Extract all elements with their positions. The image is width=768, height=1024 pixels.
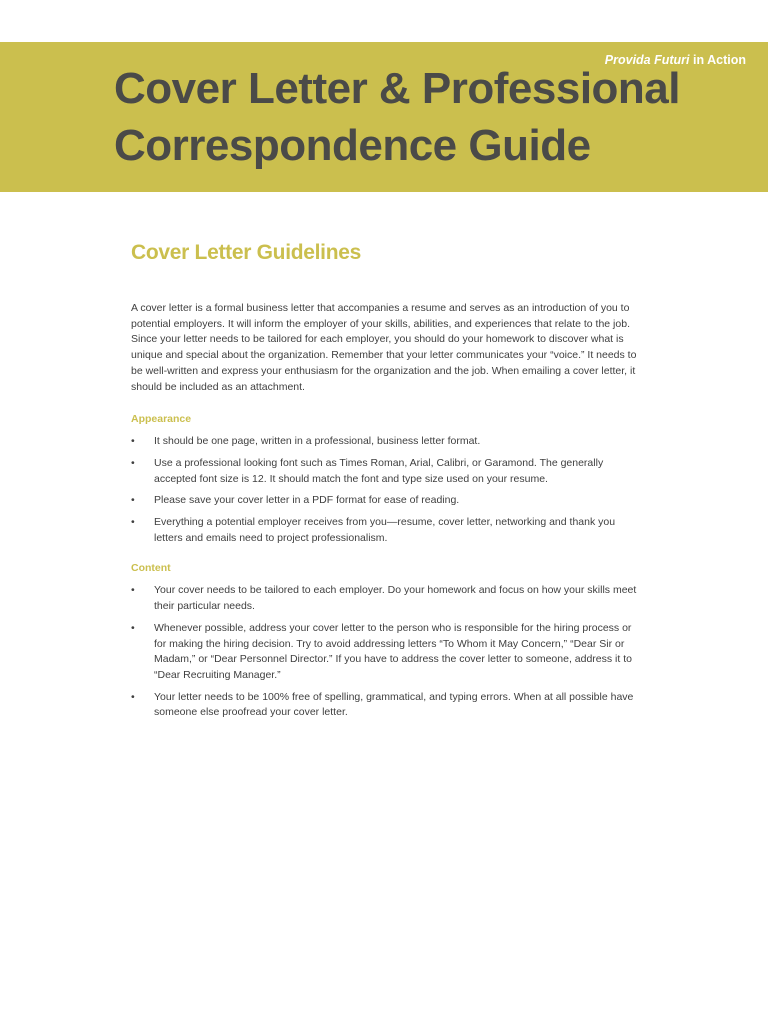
list-item-text: Use a professional looking font such as Times Roman, Arial, Calibri, or Garamond. The generally accepted font size is 12. It should match the font and type size used on your resume. xyxy=(154,456,604,485)
document-title-line-2: Correspondence Guide xyxy=(114,121,591,170)
section-heading: Cover Letter Guidelines xyxy=(131,241,361,264)
tagline-brand: Provida Futuri xyxy=(604,53,690,67)
list-item xyxy=(131,493,639,509)
bullet-icon: • xyxy=(131,494,135,507)
appearance-list xyxy=(131,434,639,546)
list-item xyxy=(131,456,639,487)
bullet-icon: • xyxy=(131,690,135,703)
document-title-line-1: Cover Letter & Professional xyxy=(114,64,680,113)
tagline-rest: in Action xyxy=(689,53,746,67)
main-content xyxy=(131,236,639,736)
bullet-icon: • xyxy=(131,584,135,597)
bullet-icon: • xyxy=(131,516,135,529)
intro-paragraph: A cover letter is a formal business letter that accompanies a resume and serves as an introduction of you to potential employers. It will inform the employer of your skills, abilities, and experiences that relate to the job. Since your letter needs to be tailored for each employer, you should do your homework to discover what is unique and special about the organization. Remember that your letter communicates your “voice.” It needs to be well-written and express your enthusiasm for the organization and the job. When emailing a cover letter, it should be included as an attachment. xyxy=(131,302,637,393)
list-item-text: Please save your cover letter in a PDF format for ease of reading. xyxy=(154,494,460,507)
list-item-text: Everything a potential employer receives from you—resume, cover letter, networking and thank you letters and emails need to project professionalism. xyxy=(154,516,616,544)
document-title xyxy=(114,60,714,174)
list-item xyxy=(131,583,639,614)
list-item-text: Your cover needs to be tailored to each employer. Do your homework and focus on how your skills meet their particular needs. xyxy=(154,584,637,613)
list-item xyxy=(131,690,639,721)
list-item xyxy=(131,434,639,450)
list-item xyxy=(131,515,639,546)
bullet-icon: • xyxy=(131,435,135,448)
list-item-text: It should be one page, written in a professional, business letter format. xyxy=(154,435,481,448)
appearance-heading: Appearance xyxy=(131,413,192,426)
list-item-text: Your letter needs to be 100% free of spelling, grammatical, and typing errors. When at all possible have someone else proofread your cover letter. xyxy=(154,690,634,719)
list-item-text: Whenever possible, address your cover letter to the person who is responsible for the hiring process or for making the hiring decision. Try to avoid addressing letters “To Whom it May Concern,” “Dear Sir or Madam,” or “Dear Personnel Director.” If you have to address the cover letter to someone, address it to “Dear Recruiting Manager.” xyxy=(154,621,632,681)
list-item xyxy=(131,621,639,684)
page-top-margin xyxy=(0,0,768,42)
bullet-icon: • xyxy=(131,621,135,634)
bullet-icon: • xyxy=(131,456,135,469)
content-heading: Content xyxy=(131,562,171,575)
content-list xyxy=(131,583,639,721)
